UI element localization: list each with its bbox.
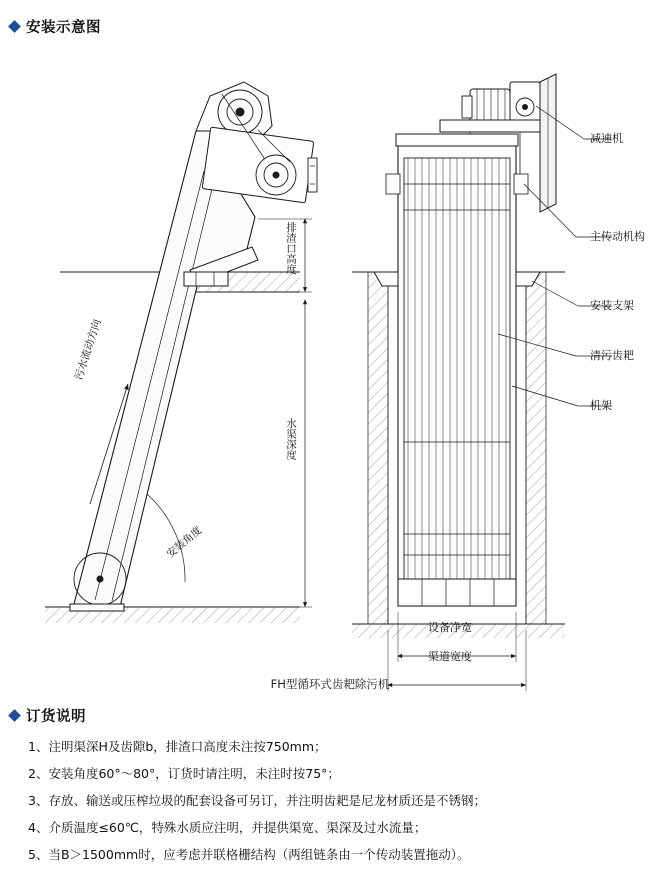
callout-frame-label: 机架 — [590, 399, 612, 412]
callout-mount-bracket — [590, 297, 634, 313]
figure-caption — [0, 676, 660, 692]
callout-discharge-height — [284, 222, 299, 275]
callout-cleaning-rake — [590, 347, 634, 363]
order-notes-list — [28, 733, 643, 868]
callout-cleaning-rake-label: 清污齿耙 — [590, 349, 634, 362]
list-item: 4、介质温度≤60℃，特殊水质应注明，并提供渠宽、渠深及过水流量； — [28, 820, 427, 835]
callout-channel-depth — [284, 418, 299, 460]
callout-channel-depth-label: 水渠深度 — [285, 418, 297, 460]
callout-mount-bracket-label: 安装支架 — [590, 299, 634, 312]
list-item: 1、注明渠深H及齿隙b，排渣口高度未注按750mm； — [28, 739, 327, 754]
section-heading-order-label: 订货说明 — [26, 709, 86, 725]
callout-sewage-direction-label: 污水流动方向 — [72, 317, 104, 382]
callout-main-drive-label: 主传动机构 — [590, 230, 645, 243]
list-item: 5、当B＞1500mm时，应考虑并联格栅结构（两组链条由一个传动装置拖动）。 — [28, 847, 470, 862]
section-heading-installation-label: 安装示意图 — [26, 20, 101, 36]
callout-main-drive — [590, 228, 645, 244]
callout-reducer-label: 减速机 — [590, 132, 623, 145]
callout-frame — [590, 397, 612, 413]
callout-discharge-height-label: 排渣口高度 — [285, 222, 297, 275]
callout-reducer — [590, 130, 623, 146]
technical-drawing — [0, 34, 660, 694]
list-item: 2、安装角度60°～80°，订货时请注明，未注时按75°； — [28, 766, 340, 781]
callout-install-angle-label: 安装角度 — [164, 524, 205, 561]
callout-channel-width — [428, 648, 472, 664]
callout-equipment-clear-width — [428, 619, 472, 635]
list-item: 3、存放、输送或压榨垃圾的配套设备可另订，并注明齿耙是尼龙材质还是不锈钢； — [28, 793, 486, 808]
section-heading-order — [10, 705, 86, 726]
figure-caption-label: FH型循环式齿耙除污机 — [270, 677, 390, 691]
callout-equipment-clear-width-label: 设备净宽 — [428, 621, 472, 634]
diamond-bullet-icon — [8, 709, 21, 722]
diamond-bullet-icon — [8, 20, 21, 33]
callout-channel-width-label: 渠道宽度 — [428, 650, 472, 663]
